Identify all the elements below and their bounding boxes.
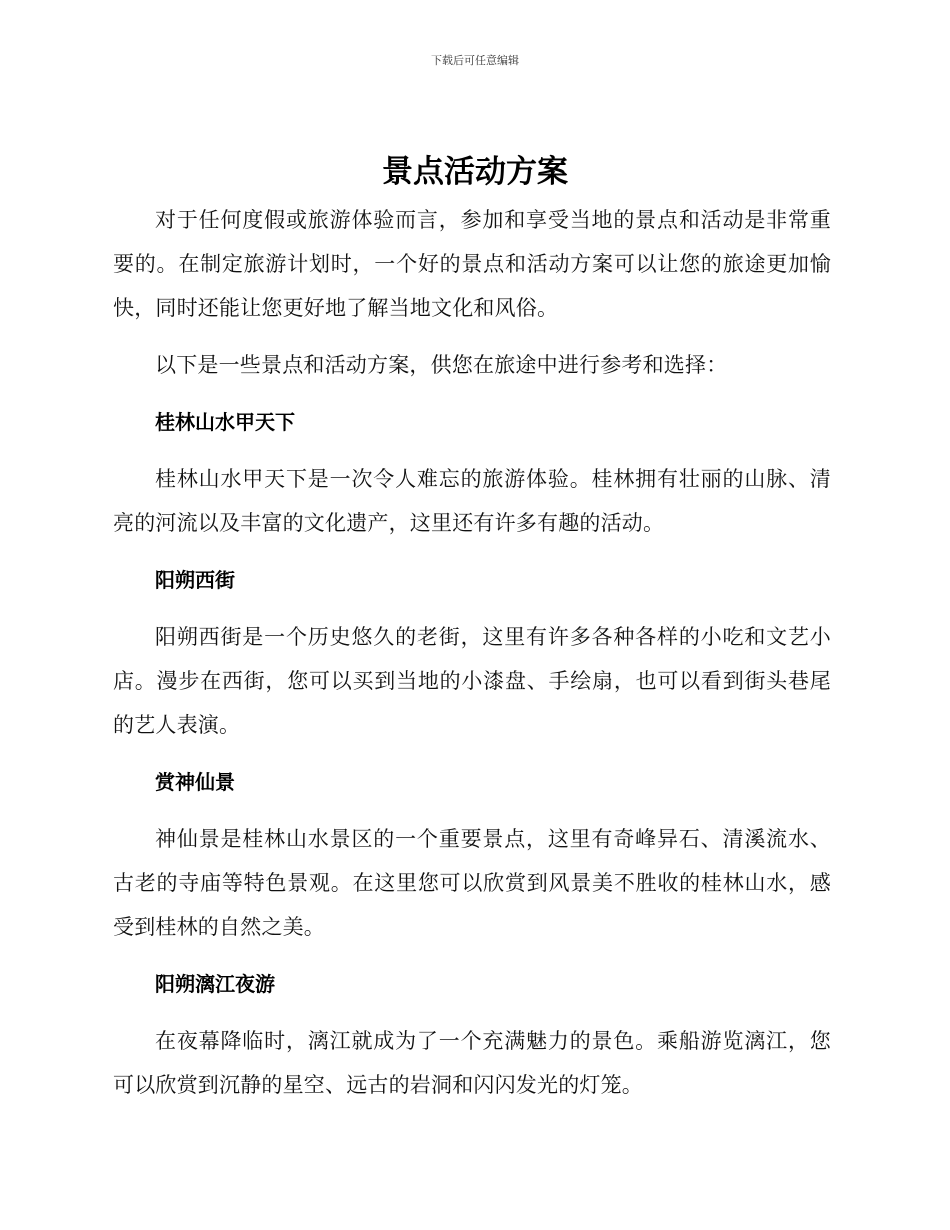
section-li-river-night bbox=[113, 962, 831, 1107]
document-title: 景点活动方案 bbox=[382, 154, 568, 190]
document-body bbox=[113, 198, 831, 1120]
intro-paragraph: 对于任何度假或旅游体验而言，参加和享受当地的景点和活动是非常重要的。在制定旅游计划时，一个好的景点和活动方案可以让您的旅途更加愉快，同时还能让您更好地了解当地文化和风俗。 bbox=[113, 208, 831, 320]
section-west-street bbox=[113, 558, 831, 747]
section-heading: 赏神仙景 bbox=[155, 770, 235, 794]
section-paragraph: 神仙景是桂林山水景区的一个重要景点，这里有奇峰异石、清溪流水、古老的寺庙等特色景观。在这里您可以欣赏到风景美不胜收的桂林山水，感受到桂林的自然之美。 bbox=[113, 827, 831, 939]
section-heading: 阳朔漓江夜游 bbox=[155, 972, 275, 996]
section-heading: 阳朔西街 bbox=[155, 568, 235, 592]
section-shenxian bbox=[113, 760, 831, 949]
section-guilin bbox=[113, 400, 831, 545]
lead-paragraph: 以下是一些景点和活动方案，供您在旅途中进行参考和选择： bbox=[155, 353, 728, 377]
section-heading: 桂林山水甲天下 bbox=[155, 410, 295, 434]
header-note: 下载后可任意编辑 bbox=[431, 54, 519, 67]
section-paragraph: 桂林山水甲天下是一次令人难忘的旅游体验。桂林拥有壮丽的山脉、清亮的河流以及丰富的文化遗产，这里还有许多有趣的活动。 bbox=[113, 467, 831, 535]
section-paragraph: 阳朔西街是一个历史悠久的老街，这里有许多各种各样的小吃和文艺小店。漫步在西街，您可以买到当地的小漆盘、手绘扇，也可以看到街头巷尾的艺人表演。 bbox=[113, 625, 831, 737]
section-paragraph: 在夜幕降临时，漓江就成为了一个充满魅力的景色。乘船游览漓江，您可以欣赏到沉静的星空、远古的岩洞和闪闪发光的灯笼。 bbox=[113, 1029, 831, 1097]
